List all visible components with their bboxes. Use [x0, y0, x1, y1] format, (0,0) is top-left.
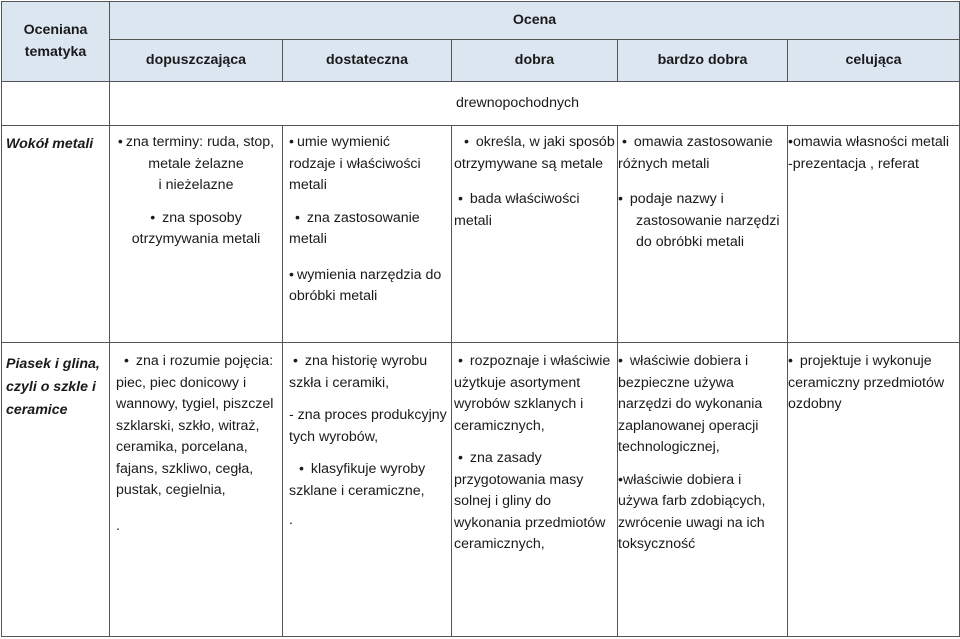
grade-header — [110, 2, 960, 40]
topic-cell: Wokół metali — [2, 126, 110, 343]
grade-celujaca: celująca — [788, 40, 960, 82]
grade-cell-2: • zna historię wyrobu szkła i ceramiki, - zna proces produkcyjny tych wyrobów, • klasyfikuje wyroby szklane i ceramiczne, . — [283, 343, 452, 637]
continuation-text: drewnopochodnych — [456, 94, 580, 111]
continuation-row — [2, 82, 960, 126]
grade-dostateczna: dostateczna — [283, 40, 452, 82]
grade-cell-2: • umie wymienić rodzaje i właściwości metali • zna zastosowanie metali • wymienia narzędzia do obróbki metali — [283, 126, 452, 343]
topic-header-label: Oceniana tematyka — [23, 22, 88, 60]
grade-cell-5: • projektuje i wykonuje ceramiczny przedmiotów ozdobny — [788, 343, 960, 637]
topic-cell: Piasek i glina, czyli o szkle i ceramice — [2, 343, 110, 637]
grade-cell-3: • rozpoznaje i właściwie użytkuje asortyment wyrobów szklanych i ceramicznych, • zna zasady przygotowania masy solnej i gliny do wykonania przedmiotów ceramicznych, — [452, 343, 618, 637]
table-row-metale — [2, 126, 960, 343]
grade-cell-4: • właściwie dobiera i bezpieczne używa narzędzi do wykonania zaplanowanej operacji technologicznej, •właściwie dobiera i używa farb zdobiących, zwrócenie uwagi na ich toksyczność — [618, 343, 788, 637]
grade-cell-1: • zna i rozumie pojęcia: piec, piec donicowy i wannowy, tygiel, piszczel szklarski, szkło, witraż, ceramika, porcelana, fajans, szkliwo, cegła, pustak, cegielnia, . — [110, 343, 283, 637]
grade-cell-4: • omawia zastosowanie różnych metali • podaje nazwy i zastosowanie narzędzi do obróbki metali — [618, 126, 788, 343]
grade-cell-1: • zna terminy: ruda, stop, metale żelazne i nieżelazne • zna sposoby otrzymywania metali — [110, 126, 283, 343]
grade-dobra: dobra — [452, 40, 618, 82]
table-row-szklo-ceramika — [2, 343, 960, 637]
grade-header-label: Ocena — [512, 11, 557, 28]
grade-bardzo-dobra: bardzo dobra — [618, 40, 788, 82]
grade-dopuszczajaca: dopuszczająca — [110, 40, 283, 82]
grading-table — [1, 1, 960, 637]
grade-cell-5: •omawia własności metali -prezentacja , referat — [788, 126, 960, 343]
topic-header — [2, 2, 110, 82]
grade-cell-3: • określa, w jaki sposób otrzymywane są metale • bada właściwości metali — [452, 126, 618, 343]
